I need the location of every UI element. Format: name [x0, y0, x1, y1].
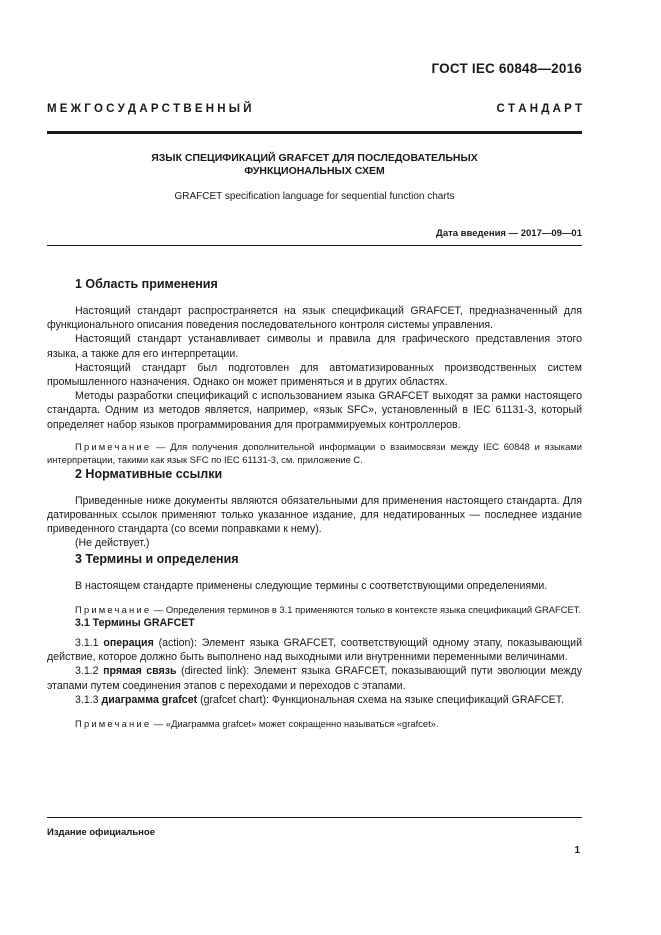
- note-text: — Для получения дополнительной информации о взаимосвязи между IEC 60848 и языками интерпретации, такими как язык SFC по IEC 61131-3, см. приложение С.: [47, 440, 582, 465]
- section-3-paragraph: В настоящем стандарте применены следующие термины с соответствующими определениями.: [75, 579, 548, 592]
- section-3-heading: 3 Термины и определения: [75, 551, 239, 566]
- section-1-paragraph: Настоящий стандарт был подготовлен для автоматизированных производственных систем промышленного назначения. Однако он может применяться и в других областях.: [47, 361, 582, 389]
- section-2-heading: 2 Нормативные ссылки: [75, 466, 223, 481]
- note-text: — «Диаграмма grafcet» может сокращенно называться «grafcet».: [151, 718, 439, 730]
- term-3-1-2: 3.1.2 прямая связь (directed link): Элемент языка GRAFCET, показывающий пути эволюции между этапами путем соединения этапов с переходами и переходов с этапами.: [47, 665, 582, 692]
- section-2-paragraph: (Не действует.): [75, 537, 150, 550]
- term-3-1-1: 3.1.1 операция (action): Элемент языка GRAFCET, соответствующий одному этапу, показывающий действие, которое должно быть выполнено над выходными или внутренними переменными величинами.: [47, 637, 582, 664]
- standard-word: С Т А Н Д А Р Т: [496, 103, 582, 115]
- title-ru-line1: ЯЗЫК СПЕЦИФИКАЦИЙ GRAFCET ДЛЯ ПОСЛЕДОВАТЕЛЬНЫХ: [151, 152, 478, 164]
- title-divider: [47, 245, 582, 246]
- header-divider: [47, 131, 582, 134]
- section-3-note: [47, 717, 582, 730]
- section-1-heading: 1 Область применения: [75, 277, 218, 291]
- interstate-word: М Е Ж Г О С У Д А Р С Т В Е Н Н Ы Й: [47, 103, 252, 115]
- page-number: 1: [574, 845, 580, 856]
- note-text: — Определения терминов в 3.1 применяются только в контексте языка спецификаций GRAFCET.: [151, 603, 582, 615]
- section-1-paragraph: Настоящий стандарт устанавливает символы и правила для графического представления этого языка, а также для его интерпретации.: [47, 333, 582, 360]
- section-1-paragraph: Методы разработки спецификаций с использованием языка GRAFCET выходят за рамки настоящего стандарта. Одним из методов является, например, «язык SFC», установленный в IEC 61131-3, который определяет набор языков программирования для программируемых контроллеров.: [47, 390, 582, 431]
- standard-number: ГОСТ IEC 60848—2016: [431, 61, 582, 76]
- section-3-note: [47, 603, 582, 616]
- date-of-introduction: Дата введения — 2017—09—01: [436, 228, 582, 239]
- section-2-paragraph: Приведенные ниже документы являются обязательными для применения настоящего стандарта. Для датированных ссылок применяют только указанное издание, для недатированных — последнее издание приведенного стандарта (со всеми поправками к нему).: [47, 494, 582, 536]
- section-1-note: [47, 440, 582, 466]
- footer-divider: [47, 817, 582, 818]
- term-name: прямая связь: [103, 665, 177, 678]
- document-title: [47, 152, 582, 178]
- official-edition-label: Издание официальное: [47, 827, 155, 838]
- title-ru-line2: ФУНКЦИОНАЛЬНЫХ СХЕМ: [244, 165, 385, 177]
- section-1-paragraph: Настоящий стандарт распространяется на язык спецификаций GRAFCET, предназначенный для функционального описания поведения последовательного контроля системы управления.: [47, 305, 582, 332]
- term-3-1-3: 3.1.3 диаграмма grafcet (grafcet chart): Функциональная схема на языке спецификаций GRAFCET.: [75, 693, 564, 706]
- subsection-3-1-heading: 3.1 Термины GRAFCET: [75, 616, 195, 629]
- title-english: GRAFCET specification language for sequential function charts: [174, 191, 455, 202]
- term-name: операция: [103, 637, 154, 650]
- interstate-standard-banner: [47, 103, 582, 115]
- note-label: Примечание: [75, 603, 152, 615]
- note-label: Примечание: [75, 440, 152, 452]
- note-label: Примечание: [75, 718, 152, 730]
- term-name: диаграмма grafcet: [101, 693, 198, 706]
- document-body: [47, 276, 582, 730]
